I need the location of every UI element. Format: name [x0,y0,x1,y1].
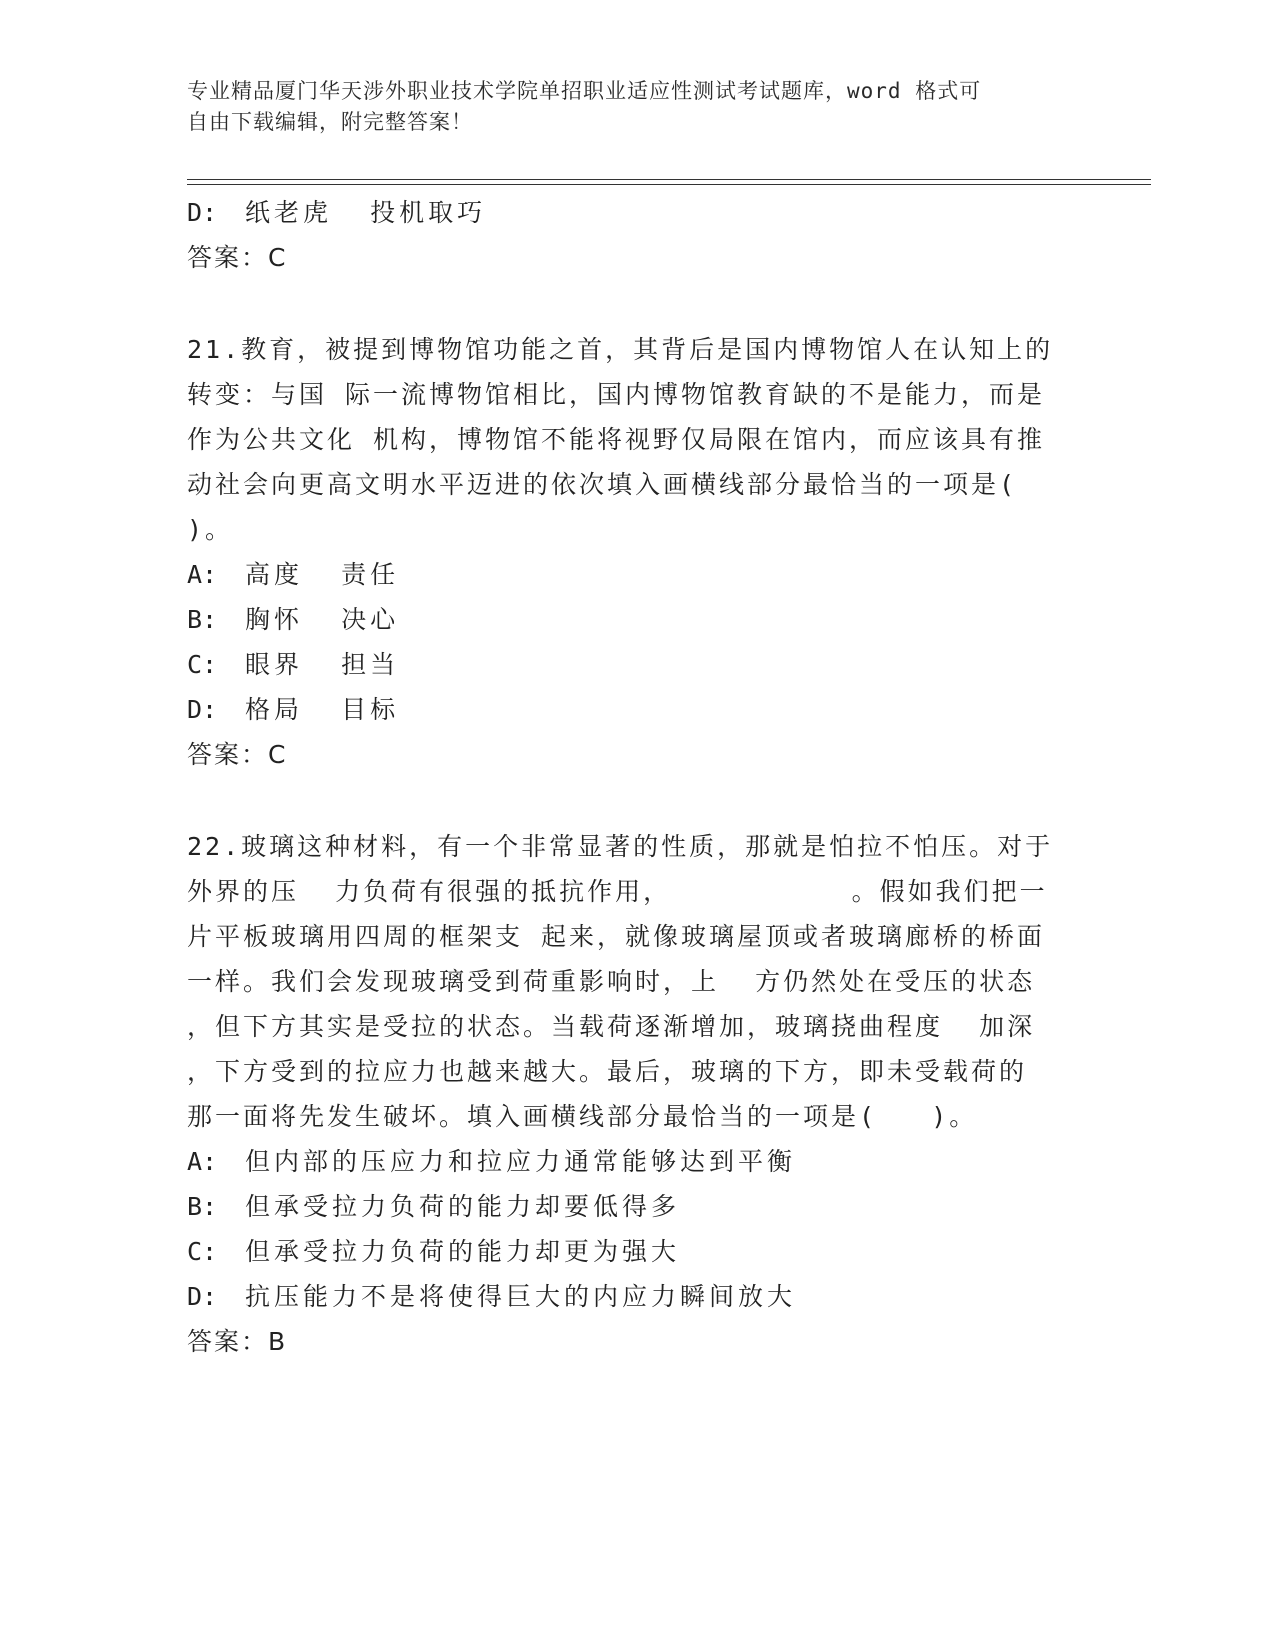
option-letter: B: [187,605,218,634]
spacer [187,281,1087,327]
option-letter: A: [187,1147,218,1176]
option-c [187,642,1087,687]
option-text: 高度 责任 [245,560,400,589]
question-stem-line: 片平板玻璃用四周的框架支 起来，就像玻璃屋顶或者玻璃廊桥的桥面 [187,922,1046,951]
header-divider-bottom [187,184,1151,185]
header-line-1: 专业精品厦门华天涉外职业技术学院单招职业适应性测试考试题库，word 格式可 [187,79,982,103]
option-letter: D: [187,695,218,724]
question-stem-line: 作为公共文化 机构，博物馆不能将视野仅局限在馆内，而应该具有推 [187,425,1046,454]
question-stem-line: 外界的压 力负荷有很强的抵抗作用， 。假如我们把一 [187,877,1048,906]
option-a [187,1139,1087,1184]
option-text: 抗压能力不是将使得巨大的内应力瞬间放大 [245,1282,797,1311]
question-21 [187,327,1087,778]
option-b [187,597,1087,642]
option-text: 纸老虎 投机取巧 [245,198,487,227]
header-divider-top [187,179,1151,180]
option-d [187,190,1087,235]
question-stem-line: 一样。我们会发现玻璃受到荷重影响时，上 方仍然处在受压的状态 [187,967,1036,996]
option-letter: C: [187,650,218,679]
option-letter: B: [187,1192,218,1221]
option-text: 但内部的压应力和拉应力通常能够达到平衡 [245,1147,797,1176]
question-stem-line: )。 [187,515,234,544]
question-stem-line: ，但下方其实是受拉的状态。当载荷逐渐增加，玻璃挠曲程度 加深 [187,1012,1036,1041]
question-stem-line: ，下方受到的拉应力也越来越大。最后，玻璃的下方，即未受载荷的 [187,1057,1028,1086]
question-22 [187,824,1087,1365]
option-letter: C: [187,1237,218,1266]
answer-line: 答案：B [187,1327,288,1356]
question-stem-line: 21.教育，被提到博物馆功能之首，其背后是国内博物馆人在认知上的 [187,335,1054,364]
option-c [187,1229,1087,1274]
document-body [187,190,1087,1365]
question-stem-line: 转变：与国 际一流博物馆相比，国内博物馆教育缺的不是能力，而是 [187,380,1046,409]
spacer [187,778,1087,824]
question-stem-line: 22.玻璃这种材料，有一个非常显著的性质，那就是怕拉不怕压。对于 [187,832,1054,861]
option-a [187,552,1087,597]
page-header [187,76,1067,138]
option-letter: D: [187,1282,218,1311]
option-text: 胸怀 决心 [245,605,400,634]
option-text: 但承受拉力负荷的能力却更为强大 [245,1237,681,1266]
answer-line: 答案：C [187,740,288,769]
question-stem-line: 那一面将先发生破坏。填入画横线部分最恰当的一项是( )。 [187,1102,978,1131]
question-stem-line: 动社会向更高文明水平迈进的依次填入画横线部分最恰当的一项是( [187,470,1018,499]
option-letter: A: [187,560,218,589]
option-b [187,1184,1087,1229]
option-text: 但承受拉力负荷的能力却要低得多 [245,1192,681,1221]
option-text: 格局 目标 [245,695,400,724]
option-d [187,687,1087,732]
option-text: 眼界 担当 [245,650,400,679]
option-letter: D: [187,198,218,227]
header-line-2: 自由下载编辑，附完整答案！ [187,110,473,134]
answer-line: 答案：C [187,243,288,272]
option-d [187,1274,1087,1319]
